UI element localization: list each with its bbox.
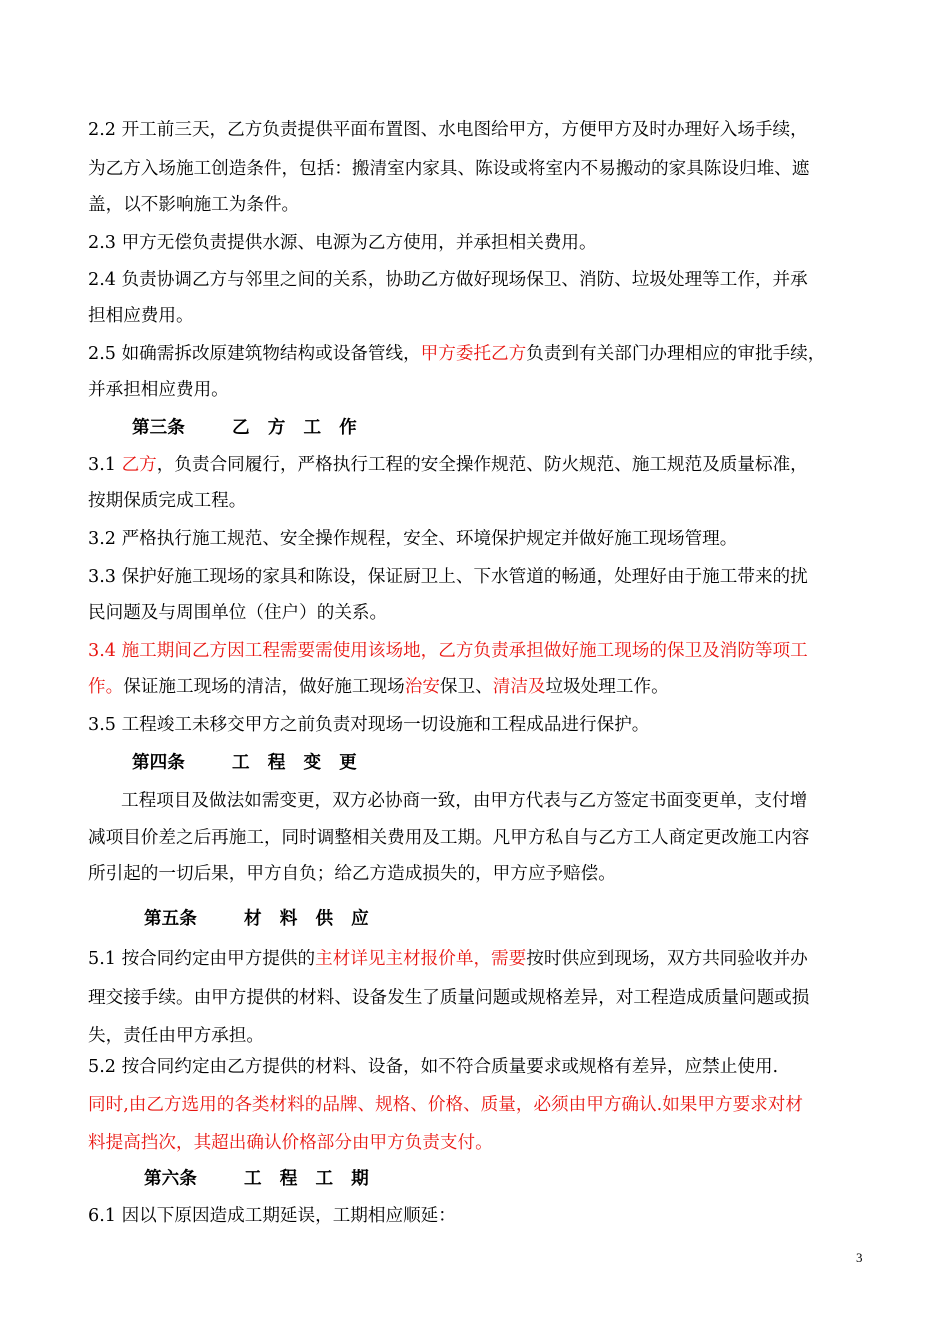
clause-3-4-highlight-4: 清洁及	[492, 677, 546, 697]
clause-3-3-line-1: 3.3 保护好施工现场的家具和陈设，保证厨卫上、下水管道的畅通，处理好由于施工带来的扰	[88, 567, 808, 587]
clause-5-2-line-2: 同时,由乙方选用的各类材料的品牌、规格、价格、质量，必须由甲方确认.如果甲方要求对材	[88, 1095, 803, 1115]
clause-5-1-line-3: 失，责任由甲方承担。	[88, 1026, 264, 1046]
clause-3-1-text-c: ，负责合同履行，严格执行工程的安全操作规范、防火规范、施工规范及质量标准，	[156, 455, 808, 475]
clause-3-3-line-2: 民问题及与周围单位（住户）的关系。	[88, 603, 388, 623]
clause-3-1-line-2: 按期保质完成工程。	[88, 491, 247, 511]
article-6-title: 工 程 工 期	[244, 1168, 375, 1189]
clause-3-4-number: 3.4	[88, 641, 122, 661]
article-6-heading	[144, 1167, 375, 1191]
clause-2-5-line-2: 并承担相应费用。	[88, 380, 229, 400]
page-number: 3	[856, 1250, 863, 1265]
clause-5-2-line-1: 5.2 按合同约定由乙方提供的材料、设备，如不符合质量要求或规格有差异，应禁止使用.	[88, 1057, 779, 1077]
clause-5-2-line-3: 料提高挡次，其超出确认价格部分由甲方负责支付。	[88, 1133, 493, 1153]
article-4-heading	[132, 751, 363, 775]
clause-5-1-text-c: 按时供应到现场，双方共同验收并办	[526, 949, 808, 969]
clause-3-1-text-a: 3.1	[88, 455, 122, 475]
article-4-title: 工 程 变 更	[232, 752, 363, 773]
clause-3-4-text-d: 保卫、	[439, 677, 493, 697]
clause-5-1-line-2: 理交接手续。由甲方提供的材料、设备发生了质量问题或规格差异，对工程造成质量问题或损	[88, 988, 810, 1008]
clause-3-5: 3.5 工程竣工未移交甲方之前负责对现场一切设施和工程成品进行保护。	[88, 715, 650, 735]
clause-2-4-line-2: 担相应费用。	[88, 306, 194, 326]
clause-2-4-line-1: 2.4 负责协调乙方与邻里之间的关系，协助乙方做好现场保卫、消防、垃圾处理等工作，并承	[88, 270, 808, 290]
clause-3-2: 3.2 严格执行施工规范、安全操作规程，安全、环境保护规定并做好施工现场管理。	[88, 529, 738, 549]
clause-2-5-highlight: 甲方委托乙方	[420, 344, 527, 364]
article-4-number: 第四条	[132, 752, 185, 773]
clause-3-1-highlight: 乙方	[121, 455, 157, 475]
clause-3-4-line-2	[88, 675, 669, 699]
article-4-body-line-1: 工程项目及做法如需变更，双方必协商一致，由甲方代表与乙方签定书面变更单，支付增	[121, 791, 808, 811]
clause-5-1-highlight: 主材详见主材报价单，需要	[315, 949, 527, 969]
clause-2-5-text-c: 负责到有关部门办理相应的审批手续，	[526, 344, 826, 364]
article-5-title: 材 料 供 应	[244, 908, 375, 929]
clause-3-4-highlight-2: 作。	[88, 677, 124, 697]
article-4-body-line-2: 减项目价差之后再施工，同时调整相关费用及工期。凡甲方私自与乙方工人商定更改施工内容	[88, 828, 810, 848]
clause-2-5-line-1	[88, 342, 825, 366]
clause-2-3: 2.3 甲方无偿负责提供水源、电源为乙方使用，并承担相关费用。	[88, 233, 597, 253]
article-5-heading	[144, 907, 375, 931]
clause-3-4-line-1	[88, 639, 808, 663]
clause-2-2-line-2: 为乙方入场施工创造条件，包括：搬清室内家具、陈设或将室内不易搬动的家具陈设归堆、遮	[88, 159, 810, 179]
article-3-number: 第三条	[132, 417, 185, 438]
clause-2-2-line-1: 2.2 开工前三天，乙方负责提供平面布置图、水电图给甲方，方便甲方及时办理好入场手续，	[88, 120, 808, 140]
clause-2-2-line-3: 盖，以不影响施工为条件。	[88, 195, 300, 215]
clause-5-1-text-a: 5.1 按合同约定由甲方提供的	[88, 949, 316, 969]
clause-5-1-line-1	[88, 947, 808, 971]
clause-6-1: 6.1 因以下原因造成工期延误，工期相应顺延：	[88, 1206, 456, 1226]
article-5-number: 第五条	[144, 908, 197, 929]
clause-3-1-line-1	[88, 453, 808, 477]
clause-3-4-highlight-1: 施工期间乙方因工程需要需使用该场地，乙方负责承担做好施工现场的保卫及消防等项工	[121, 641, 808, 661]
clause-3-4-highlight-3: 治安	[404, 677, 440, 697]
article-4-body-line-3: 所引起的一切后果，甲方自负；给乙方造成损失的，甲方应予赔偿。	[88, 864, 616, 884]
clause-3-4-text-f: 垃圾处理工作。	[545, 677, 669, 697]
article-3-heading	[132, 416, 363, 440]
clause-3-4-text-b: 保证施工现场的清洁，做好施工现场	[123, 677, 405, 697]
article-3-title: 乙 方 工 作	[232, 417, 363, 438]
article-6-number: 第六条	[144, 1168, 197, 1189]
clause-2-5-text-a: 2.5 如确需拆改原建筑物结构或设备管线，	[88, 344, 421, 364]
